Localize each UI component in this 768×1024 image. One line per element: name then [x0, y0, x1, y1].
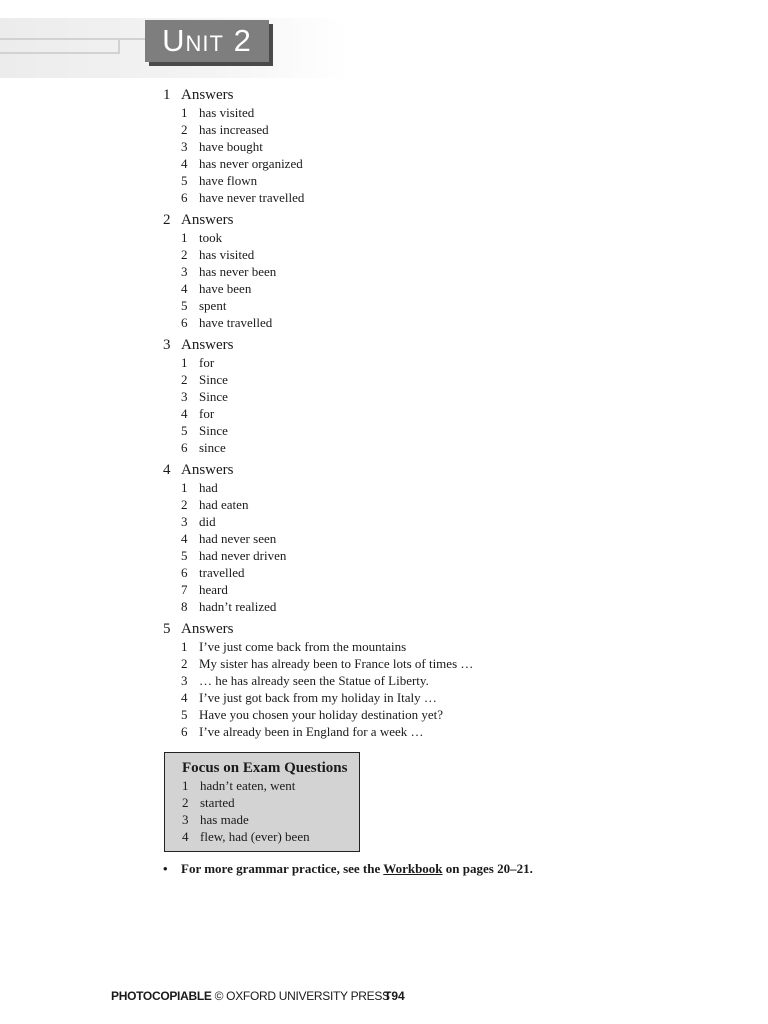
- section-number: 4: [163, 462, 171, 478]
- item-text: had: [199, 480, 218, 495]
- answer-item: [181, 479, 683, 496]
- section-heading: [163, 86, 683, 104]
- item-number: 3: [181, 264, 188, 279]
- press-label: © OXFORD UNIVERSITY PRESS: [211, 989, 390, 1003]
- footer-copyright: [111, 989, 390, 1003]
- section-heading: [163, 211, 683, 229]
- item-text: has visited: [199, 247, 255, 262]
- item-number: 4: [182, 829, 189, 844]
- item-number: 5: [181, 548, 188, 563]
- focus-item: [182, 777, 359, 794]
- item-number: 8: [181, 599, 188, 614]
- answer-item: [181, 547, 683, 564]
- item-text: took: [199, 230, 223, 245]
- photocopiable-label: PHOTOCOPIABLE: [111, 989, 212, 1003]
- item-number: 7: [181, 582, 188, 597]
- item-number: 1: [182, 778, 189, 793]
- section-heading: [163, 461, 683, 479]
- note-text-pre: For more grammar practice, see the: [181, 861, 384, 876]
- header-stripe: [118, 38, 120, 54]
- item-text: has visited: [199, 105, 255, 120]
- answer-item: [181, 598, 683, 615]
- item-number: 5: [181, 707, 188, 722]
- item-text: Since: [199, 372, 228, 387]
- item-text: Have you chosen your holiday destination yet?: [199, 707, 444, 722]
- item-text: has made: [200, 812, 249, 827]
- answer-item: [181, 354, 683, 371]
- item-text: heard: [199, 582, 228, 597]
- answer-item: [181, 564, 683, 581]
- item-number: 1: [181, 230, 188, 245]
- item-number: 1: [181, 639, 188, 654]
- unit-tab: [145, 20, 269, 62]
- answer-item: [181, 581, 683, 598]
- header-stripe: [0, 52, 120, 54]
- section-number: 5: [163, 621, 171, 637]
- item-text: since: [199, 440, 226, 455]
- page-number: T94: [384, 989, 405, 1003]
- item-number: 4: [181, 690, 188, 705]
- answer-item: [181, 422, 683, 439]
- section-heading: [163, 336, 683, 354]
- answer-section: [163, 620, 683, 740]
- answer-item: [181, 530, 683, 547]
- section-title: Answers: [181, 621, 234, 637]
- item-text: had eaten: [199, 497, 249, 512]
- item-text: had never driven: [199, 548, 287, 563]
- item-number: 2: [181, 372, 188, 387]
- section-heading: [163, 620, 683, 638]
- item-text: My sister has already been to France lots of times …: [199, 656, 474, 671]
- answer-item: [181, 655, 683, 672]
- item-text: Since: [199, 423, 228, 438]
- focus-item: [182, 828, 359, 845]
- item-number: 6: [181, 440, 188, 455]
- answer-item: [181, 638, 683, 655]
- item-number: 4: [181, 156, 188, 171]
- answer-item: [181, 405, 683, 422]
- item-text: travelled: [199, 565, 245, 580]
- item-number: 3: [182, 812, 189, 827]
- answer-item: [181, 371, 683, 388]
- answer-item: [181, 388, 683, 405]
- section-title: Answers: [181, 87, 234, 103]
- unit-title: Unit 2: [162, 23, 252, 58]
- item-text: have travelled: [199, 315, 273, 330]
- item-number: 2: [181, 247, 188, 262]
- note-text-post: on pages 20–21.: [442, 861, 533, 876]
- item-text: I’ve just got back from my holiday in Italy …: [199, 690, 437, 705]
- item-number: 5: [181, 423, 188, 438]
- answer-item: [181, 104, 683, 121]
- item-number: 6: [181, 724, 188, 739]
- item-text: started: [200, 795, 235, 810]
- item-number: 6: [181, 190, 188, 205]
- item-text: flew, had (ever) been: [200, 829, 310, 844]
- answer-section: [163, 211, 683, 331]
- section-number: 2: [163, 212, 171, 228]
- item-text: have never travelled: [199, 190, 305, 205]
- item-text: have been: [199, 281, 252, 296]
- workbook-link[interactable]: Workbook: [383, 861, 443, 876]
- item-text: … he has already seen the Statue of Liberty.: [199, 673, 429, 688]
- item-text: I’ve already been in England for a week …: [199, 724, 424, 739]
- item-text: have bought: [199, 139, 263, 154]
- item-number: 6: [181, 315, 188, 330]
- item-number: 1: [181, 355, 188, 370]
- item-text: for: [199, 355, 215, 370]
- section-number: 1: [163, 87, 171, 103]
- answer-key: [163, 86, 683, 745]
- item-text: has never organized: [199, 156, 303, 171]
- section-title: Answers: [181, 462, 234, 478]
- answer-item: [181, 189, 683, 206]
- section-number: 3: [163, 337, 171, 353]
- item-number: 1: [181, 105, 188, 120]
- section-title: Answers: [181, 337, 234, 353]
- answer-item: [181, 280, 683, 297]
- answer-item: [181, 706, 683, 723]
- answer-item: [181, 172, 683, 189]
- answer-item: [181, 138, 683, 155]
- item-text: hadn’t realized: [199, 599, 277, 614]
- answer-item: [181, 229, 683, 246]
- answer-item: [181, 121, 683, 138]
- answer-item: [181, 155, 683, 172]
- answer-item: [181, 513, 683, 530]
- answer-section: [163, 86, 683, 206]
- bullet-icon: •: [163, 861, 168, 876]
- item-number: 4: [181, 406, 188, 421]
- header-stripe: [0, 38, 145, 40]
- item-number: 5: [181, 298, 188, 313]
- item-text: I’ve just come back from the mountains: [199, 639, 407, 654]
- focus-exam-box: [164, 752, 360, 852]
- section-title: Answers: [181, 212, 234, 228]
- item-number: 3: [181, 514, 188, 529]
- item-text: did: [199, 514, 216, 529]
- item-number: 2: [181, 497, 188, 512]
- item-number: 2: [181, 122, 188, 137]
- item-number: 3: [181, 389, 188, 404]
- item-number: 3: [181, 139, 188, 154]
- item-text: Since: [199, 389, 228, 404]
- item-number: 5: [181, 173, 188, 188]
- focus-item: [182, 794, 359, 811]
- item-text: spent: [199, 298, 227, 313]
- item-number: 2: [182, 795, 189, 810]
- answer-item: [181, 297, 683, 314]
- answer-section: [163, 336, 683, 456]
- answer-item: [181, 496, 683, 513]
- answer-item: [181, 689, 683, 706]
- item-text: for: [199, 406, 215, 421]
- item-number: 4: [181, 281, 188, 296]
- answer-item: [181, 246, 683, 263]
- item-text: has increased: [199, 122, 269, 137]
- item-number: 4: [181, 531, 188, 546]
- item-number: 2: [181, 656, 188, 671]
- item-number: 3: [181, 673, 188, 688]
- focus-title: Focus on Exam Questions: [182, 760, 348, 776]
- answer-item: [181, 723, 683, 740]
- grammar-practice-note: [163, 861, 533, 877]
- answer-section: [163, 461, 683, 615]
- item-number: 6: [181, 565, 188, 580]
- item-text: has never been: [199, 264, 277, 279]
- item-number: 1: [181, 480, 188, 495]
- answer-item: [181, 439, 683, 456]
- answer-item: [181, 314, 683, 331]
- item-text: hadn’t eaten, went: [200, 778, 296, 793]
- item-text: had never seen: [199, 531, 277, 546]
- item-text: have flown: [199, 173, 258, 188]
- focus-item: [182, 811, 359, 828]
- answer-item: [181, 263, 683, 280]
- focus-items: [182, 777, 359, 845]
- answer-item: [181, 672, 683, 689]
